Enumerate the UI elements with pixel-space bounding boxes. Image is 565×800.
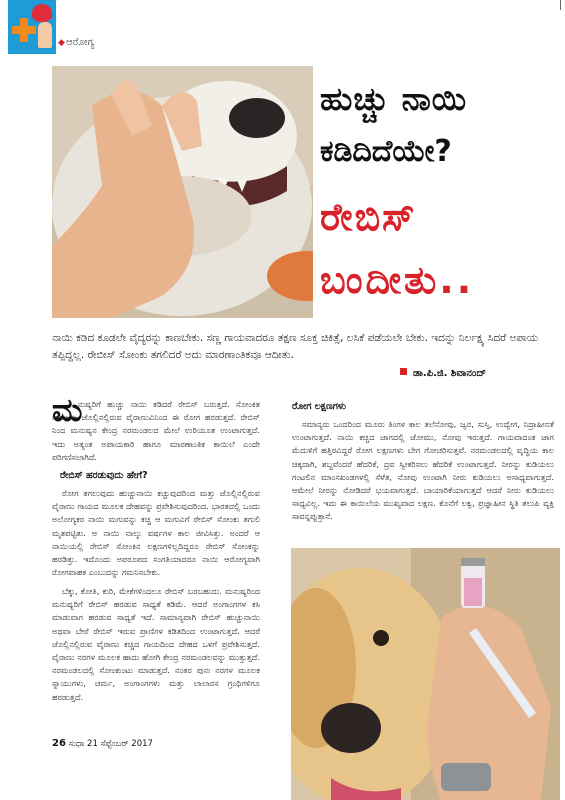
title-line-4-accent: ಬಂದೀತು.. xyxy=(320,258,475,302)
title-line-2: ಕಡಿದಿದೆಯೇ? xyxy=(320,134,452,169)
byline-square-icon xyxy=(400,368,407,375)
section-marker-icon: ◆ xyxy=(58,38,65,48)
issue-date: ಸುಧಾ 21 ಸೆಪ್ಟೆಂಬರ್ 2017 xyxy=(68,739,153,749)
lead-paragraph: ನಾಯಿ ಕಡಿದ ಕೂಡಲೇ ವೈದ್ಯರನ್ನು ಕಾಣಬೇಕು. ಸಣ್ಣ ಗಾಯವಾದರೂ ತಕ್ಷಣ ಸೂಕ್ತ ಚಿಕಿತ್ಸೆ, ಲಸಿಕೆ ಪಡೆಯಲೇ ಬೇಕು. ಇದನ್ನು ನಿರ್ಲಕ್ಷ್ಯ ಸಿದರೆ ಅಪಾಯ ತಪ್ಪಿದ್ದಲ್ಲ. ರೇಬೀಸ್ ಸೋಂಕು ತಗಲಿದರೆ ಅದು ಮಾರಣಾಂತಿಕವೂ ಆದೀತು. xyxy=(52,332,539,361)
page-number: 26 xyxy=(52,738,66,749)
column1-subheading: ರೇಬಿಸ್ ಹರಡುವುದು ಹೇಗೆ? xyxy=(60,470,148,481)
magazine-section-logo xyxy=(8,0,56,54)
column1-paragraph-1: ನುಷ್ಯರಿಗೆ ಹುಚ್ಚು ನಾಯಿ ಕಡಿದರೆ ರೇಬಿಸ್ ಬರುತ್ತದೆ. ಸೋಂಕಿತ ನಾಯಿಯ ಜೊಲ್ಲಿನಲ್ಲಿರುವ ವೈರಾಣುವಿನಿಂದ ಈ ರೋಗ ಹರಡುತ್ತದೆ. ರೇಬಿಸ್ ನಿಂದ ಮನುಷ್ಯನ ಕೇಂದ್ರ ನರಮಂಡಲದ ಮೇಲೆ ಉರಿಯೂತ ಉಂಟಾಗುತ್ತದೆ. ಇದು ಅತ್ಯಂತ ಅಪಾಯಕಾರಿ ಹಾಗೂ ಮಾರಣಾಂತಿಕ ಕಾಯಿಲೆ ಎಂದೇ ಪರಿಗಣಿಸಲಾಗಿದೆ. xyxy=(52,399,260,462)
title-line-3-accent: ರೇಬಿಸ್ xyxy=(320,195,417,239)
page-footer xyxy=(52,738,153,749)
hero-photo-dog-teeth xyxy=(52,66,313,318)
title-line-1: ಹುಚ್ಚು ನಾಯಿ xyxy=(320,80,468,118)
section-label: ಆರೋಗ್ಯ xyxy=(66,37,95,48)
author-name: ಡಾ.ಪಿ.ಜಿ. ಶಿವಾನಂದ್ xyxy=(413,368,487,379)
drop-cap: ಮ xyxy=(52,391,83,429)
column1-paragraph-3: ಬೆಕ್ಕು, ಕೋತಿ, ಕುರಿ, ಮೇಕೆಗಳಿಂದಲೂ ರೇಬಿಸ್ ಬರಬಹುದು. ಮನುಷ್ಯರಿಂದ ಮನುಷ್ಯರಿಗೆ ರೇಬಿಸ್ ಹರಡುವ ಸಾಧ್ಯತೆ ಕಡಿಮೆ. ಆದರೆ ಅಂಗಾಂಗಗಳ ಕಸಿ ಮಾಡುವಾಗ ಹರಡುವ ಸಾಧ್ಯತೆ ಇದೆ. ಸಾಮಾನ್ಯವಾಗಿ ರೇಬಿಸ್ ಹುಚ್ಚುನಾಯಿ ಅಥವಾ ಬೇರೆ ರೇಬಿಸ್ ಇರುವ ಪ್ರಾಣಿಗಳ ಕಡಿತದಿಂದ ಉಂಟಾಗುತ್ತದೆ. ಆದರೆ ಜೊಲ್ಲಿನಲ್ಲಿರುವ ವೈರಾಣು ಕಚ್ಚಿದ ಗಾಯದಿಂದ ದೇಹದ ಒಳಗೆ ಪ್ರವೇಶಿಸುತ್ತದೆ. ವೈರಾಣು ನರಗಳ ಮೂಲಕ ಹಾದು ಹೋಗಿ ಕೇಂದ್ರ ನರಮಂಡಲವನ್ನು ಮುತ್ತುತ್ತದೆ. ನರಮಂಡಲದಲ್ಲಿ ಸೋಂಕುಂಟು ಮಾಡುತ್ತದೆ. ನಂತರ ಪುನಃ ನರಗಳ ಮೂಲಕ ಸ್ನಾಯುಗಳು, ಚರ್ಮ, ಅಂಗಾಂಗಗಳು ಮತ್ತು ಲಾಲಾರಸ ಗ್ರಂಥಿಗಳಿಗೂ ಹರಡುತ್ತದೆ. xyxy=(52,586,260,702)
column1-paragraph-2: ರೋಗ ತಗಲುವುದು ಹುಚ್ಚುನಾಯಿ ಕಚ್ಚುವುದರಿಂದ ಮತ್ತು ಜೊಲ್ಲಿನಲ್ಲಿರುವ ವೈರಾಣು ಗಾಯದ ಮೂಲಕ ದೇಹವನ್ನು ಪ್ರವೇಶಿಸುವುದರಿಂದ. ಭಾರತದಲ್ಲಿ ಒಂದು ಅಲೋಗ್ಯಕರ ನಾಯಿ ಮಗುವನ್ನು ಕಚ್ಚಿ ಆ ಮಗುವಿಗೆ ರೇಬಿಸ್ ಸೋಂಕು ತಗುಲಿ ಮೃತಪಟ್ಟಿತು. ಆ ನಾಯಿ ನಾಲ್ಕು ವರ್ಷಗಳ ಕಾಲ ಜೀವಿಸಿತ್ತು. ಅಂದರೆ ಆ ನಾಯಿಯಲ್ಲಿ ರೇಬಿಸ್ ಸೋಂಕಿನ ಲಕ್ಷಣಗಳಿಲ್ಲದಿದ್ದರೂ ರೇಬಿಸ್ ಸೋಂಕನ್ನು ಹರಡಿತ್ತು. ಇದೊಂದು ಅಪರೂಪದ ಸಂಗತಿಯಾದರೂ ನಾಯಿ ಆರೋಗ್ಯವಾಗಿ ರೋಗವಾಹಕ ಎಂಬುದನ್ನು ಗಮನಿಸಬೇಕು. xyxy=(52,488,260,578)
author-byline xyxy=(400,368,560,379)
vaccine-photo-dog-syringe xyxy=(291,548,560,800)
page-edge-line xyxy=(560,0,561,10)
heart-icon xyxy=(32,4,52,22)
column2-paragraph-1: ಸಮಾನ್ಯರು ಒಂದರಿಂದ ಮೂರು ತಿಂಗಳ ಕಾಲ ತಲೆನೋವು, ಜ್ವರ, ಸುಸ್ತಿ, ಉದ್ವೇಗ, ನಿದ್ರಾಹೀನತೆ ಉಂಟಾಗುತ್ತದೆ. ನಾಯಿ ಕಚ್ಚಿದ ಜಾಗದಲ್ಲಿ ಜೋಮು, ನೋವು ಇರುತ್ತದೆ. ಗಾಯವಾದಂತ ಜಾಗ ಮೆದುಳಿಗೆ ಹತ್ತಿರವಿದ್ದರೆ ರೋಗ ಲಕ್ಷಣಗಳು ಬೇಗ ಗೋಚರಿಸುತ್ತವೆ. ನರಮಂಡಲದಲ್ಲಿ ವೃದ್ಧಿಯ ಕಾಲ ಚಿಕ್ಕದಾಗಿ, ಶಬ್ದವೆಂದರೆ ಹೆದರಿಕೆ, ದ್ರವ ಸ್ವೀಕರಿಸಲು ಹೆದರಿಕೆ ಉಂಟಾಗುತ್ತದೆ. ನೀರನ್ನು ಕುಡಿಯಲು ಗಂಟಲಿನ ಮಾಂಸಖಂಡಗಳಲ್ಲಿ ಸೆಳೆತ, ನೋವು ಉಂಟಾಗಿ ನೀರು ಕುಡಿಯಲು ಅಸಾಧ್ಯವಾಗುತ್ತದೆ. ಆಮೇಲೆ ನೀರನ್ನು ನೋಡಿದರೆ ಭಯವಾಗುತ್ತದೆ. ಬಾಯಾರಿಕೆಯಾಗುತ್ತದೆ ಆದರೆ ನೀರು ಕುಡಿಯಲು ಸಾಧ್ಯವಿಲ್ಲ. ಇದು ಈ ಕಾಯಿಲೆಯ ಮುಖ್ಯವಾದ ಲಕ್ಷಣ. ಕೊನೆಗೆ ಲಕ್ವ, ಪ್ರಜ್ಞಾಹೀನ ಸ್ಥಿತಿ ತಲುಪಿ ವ್ಯಕ್ತಿ ಸಾವನ್ನಪ್ಪುತ್ತಾನೆ. xyxy=(292,419,554,522)
column2-subheading: ರೋಗ ಲಕ್ಷಣಗಳು xyxy=(292,401,347,412)
